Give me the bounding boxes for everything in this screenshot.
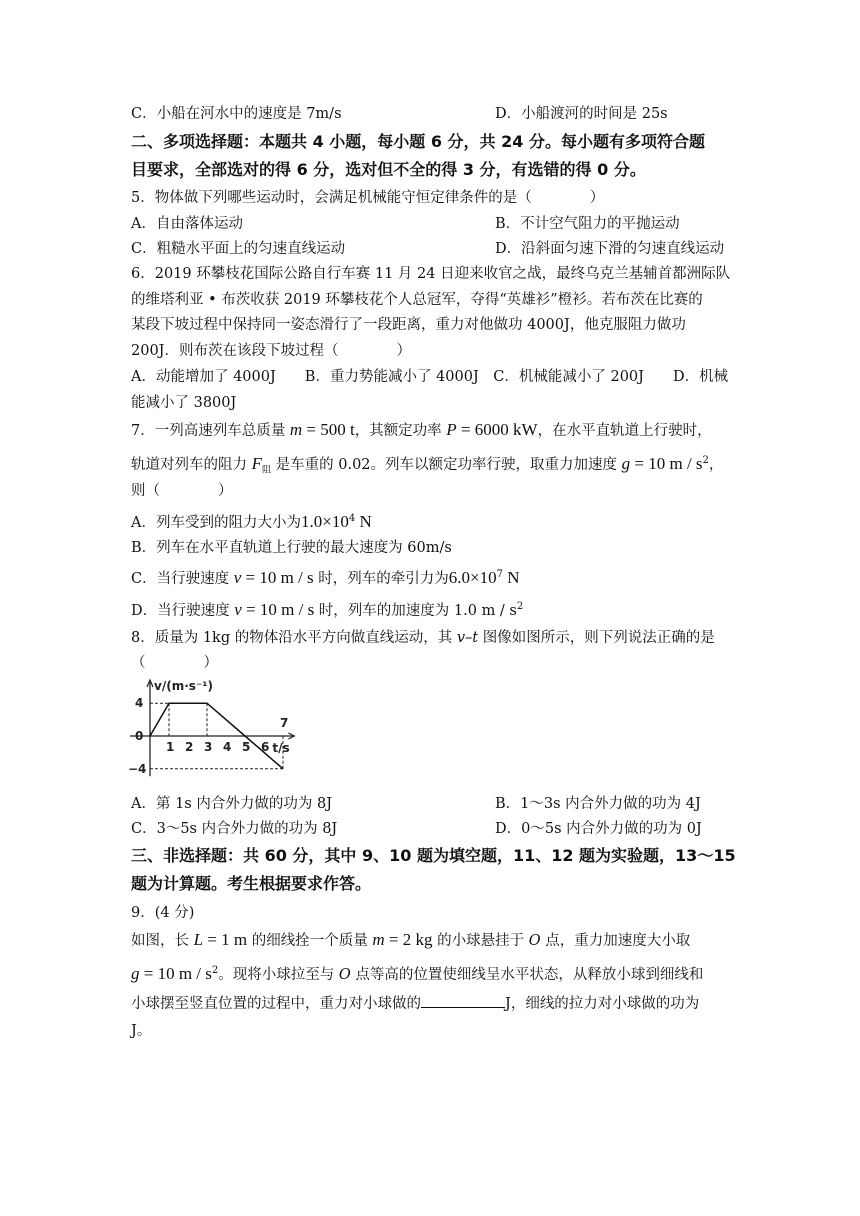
x-axis-label: t/s (272, 741, 290, 755)
q9-line4: J。 (131, 1023, 152, 1039)
q9-heading: 9．(4 分) (131, 905, 195, 921)
y-tick-0: 0 (135, 729, 144, 743)
x-tick-1: 1 (166, 740, 175, 754)
q8-paren: （ ） (131, 655, 218, 671)
q4-option-c: C．小船在河水中的速度是 7m/s (131, 106, 342, 122)
q5-option-a: A．自由落体运动 (131, 216, 243, 232)
answer-blank[interactable] (421, 993, 505, 1008)
q9-line1: 如图，长 L = 1 m 的细线拴一个质量 m = 2 kg 的小球悬挂于 O 点，重力加速度大小取 (131, 930, 691, 949)
x-tick-6: 6 (261, 740, 270, 754)
x-tick-2: 2 (185, 740, 194, 754)
q7-option-d: D．当行驶速度 v = 10 m / s 时，列车的加速度为 1.0 m / $s^2$ (131, 599, 524, 619)
q8-option-d: D．0～5s 内合外力做的功为 0J (495, 821, 702, 837)
q6-options: A．动能增加了 4000J B．重力势能减小了 4000J C．机械能减小了 200J D．机械 (131, 369, 729, 385)
x-tick-4: 4 (223, 740, 232, 754)
q7-line3: 则（ ） (131, 483, 233, 499)
q7-option-b: B．列车在水平直轨道上行驶的最大速度为 60m/s (131, 540, 452, 556)
q6-line1: 6．2019 环攀枝花国际公路自行车赛 11 月 24 日迎来收官之战，最终乌克兰基辅首都洲际队 (131, 266, 731, 282)
q7-option-c: C．当行驶速度 v = 10 m / s 时，列车的牵引力为$6.0\times 10^7$ N (131, 567, 520, 587)
vt-graph (126, 676, 326, 780)
y-tick-4: 4 (135, 696, 144, 711)
y-tick-neg4: −4 (128, 761, 147, 776)
q8-stem: 8．质量为 1kg 的物体沿水平方向做直线运动，其 v–t 图像如图所示，则下列说法正确的是 (131, 630, 715, 646)
q5-stem: 5．物体做下列哪些运动时，会满足机械能守恒定律条件的是（ ） (131, 190, 605, 206)
q6-options-cont: 能减小了 3800J (131, 395, 237, 411)
q6-line4: 200J．则布茨在该段下坡过程（ ） (131, 343, 411, 359)
x-tick-5: 5 (242, 740, 251, 754)
section3-heading-line1: 三、非选择题：共 60 分，其中 9、10 题为填空题，11、12 题为实验题，13～15 (131, 846, 736, 865)
q5-option-d: D．沿斜面匀速下滑的匀速直线运动 (495, 241, 725, 257)
q5-option-c: C．粗糙水平面上的匀速直线运动 (131, 241, 346, 257)
q8-option-b: B．1～3s 内合外力做的功为 4J (495, 796, 701, 812)
q8-option-c: C．3～5s 内合外力做的功为 8J (131, 821, 338, 837)
section3-heading-line2: 题为计算题。考生根据要求作答。 (131, 874, 372, 893)
q7-line2: 轨道对列车的阻力 $F_阻$ 是车重的 0.02。列车以额定功率行驶，取重力加速度 g = 10 m / $s^2$， (131, 453, 724, 476)
q8-option-a: A．第 1s 内合外力做的功为 8J (131, 796, 333, 812)
q6-line2: 的维塔利亚 • 布茨收获 2019 环攀枝花个人总冠军，夺得“英雄衫”橙衫。若布茨在比赛的 (131, 292, 703, 308)
x-tick-3: 3 (204, 740, 213, 754)
q7-line1: 7．一列高速列车总质量 m = 500 t，其额定功率 P = 6000 kW，在水平直轨道上行驶时， (131, 420, 712, 439)
q4-option-d: D．小船渡河的时间是 25s (495, 106, 668, 122)
q5-option-b: B．不计空气阻力的平抛运动 (495, 216, 680, 232)
section2-heading-line1: 二、多项选择题：本题共 4 小题，每小题 6 分，共 24 分。每小题有多项符合题 (131, 132, 705, 151)
y-axis-label: v/(m·s⁻¹) (154, 679, 213, 693)
q7-option-a: A．列车受到的阻力大小为$1.0\times 10^4$ N (131, 511, 372, 531)
q9-line2: g = 10 m / $s^2$。现将小球拉至与 O 点等高的位置使细线呈水平状态，从释放小球到细线和 (131, 963, 704, 983)
x-tick-7: 7 (280, 716, 289, 730)
section2-heading-line2: 目要求，全部选对的得 6 分，选对但不全的得 3 分，有选错的得 0 分。 (131, 160, 646, 179)
q9-line3: 小球摆至竖直位置的过程中，重力对小球做的 J，细线的拉力对小球做的功为 (131, 993, 699, 1014)
q6-line3: 某段下坡过程中保持同一姿态滑行了一段距离，重力对他做功 4000J，他克服阻力做功 (131, 317, 686, 333)
